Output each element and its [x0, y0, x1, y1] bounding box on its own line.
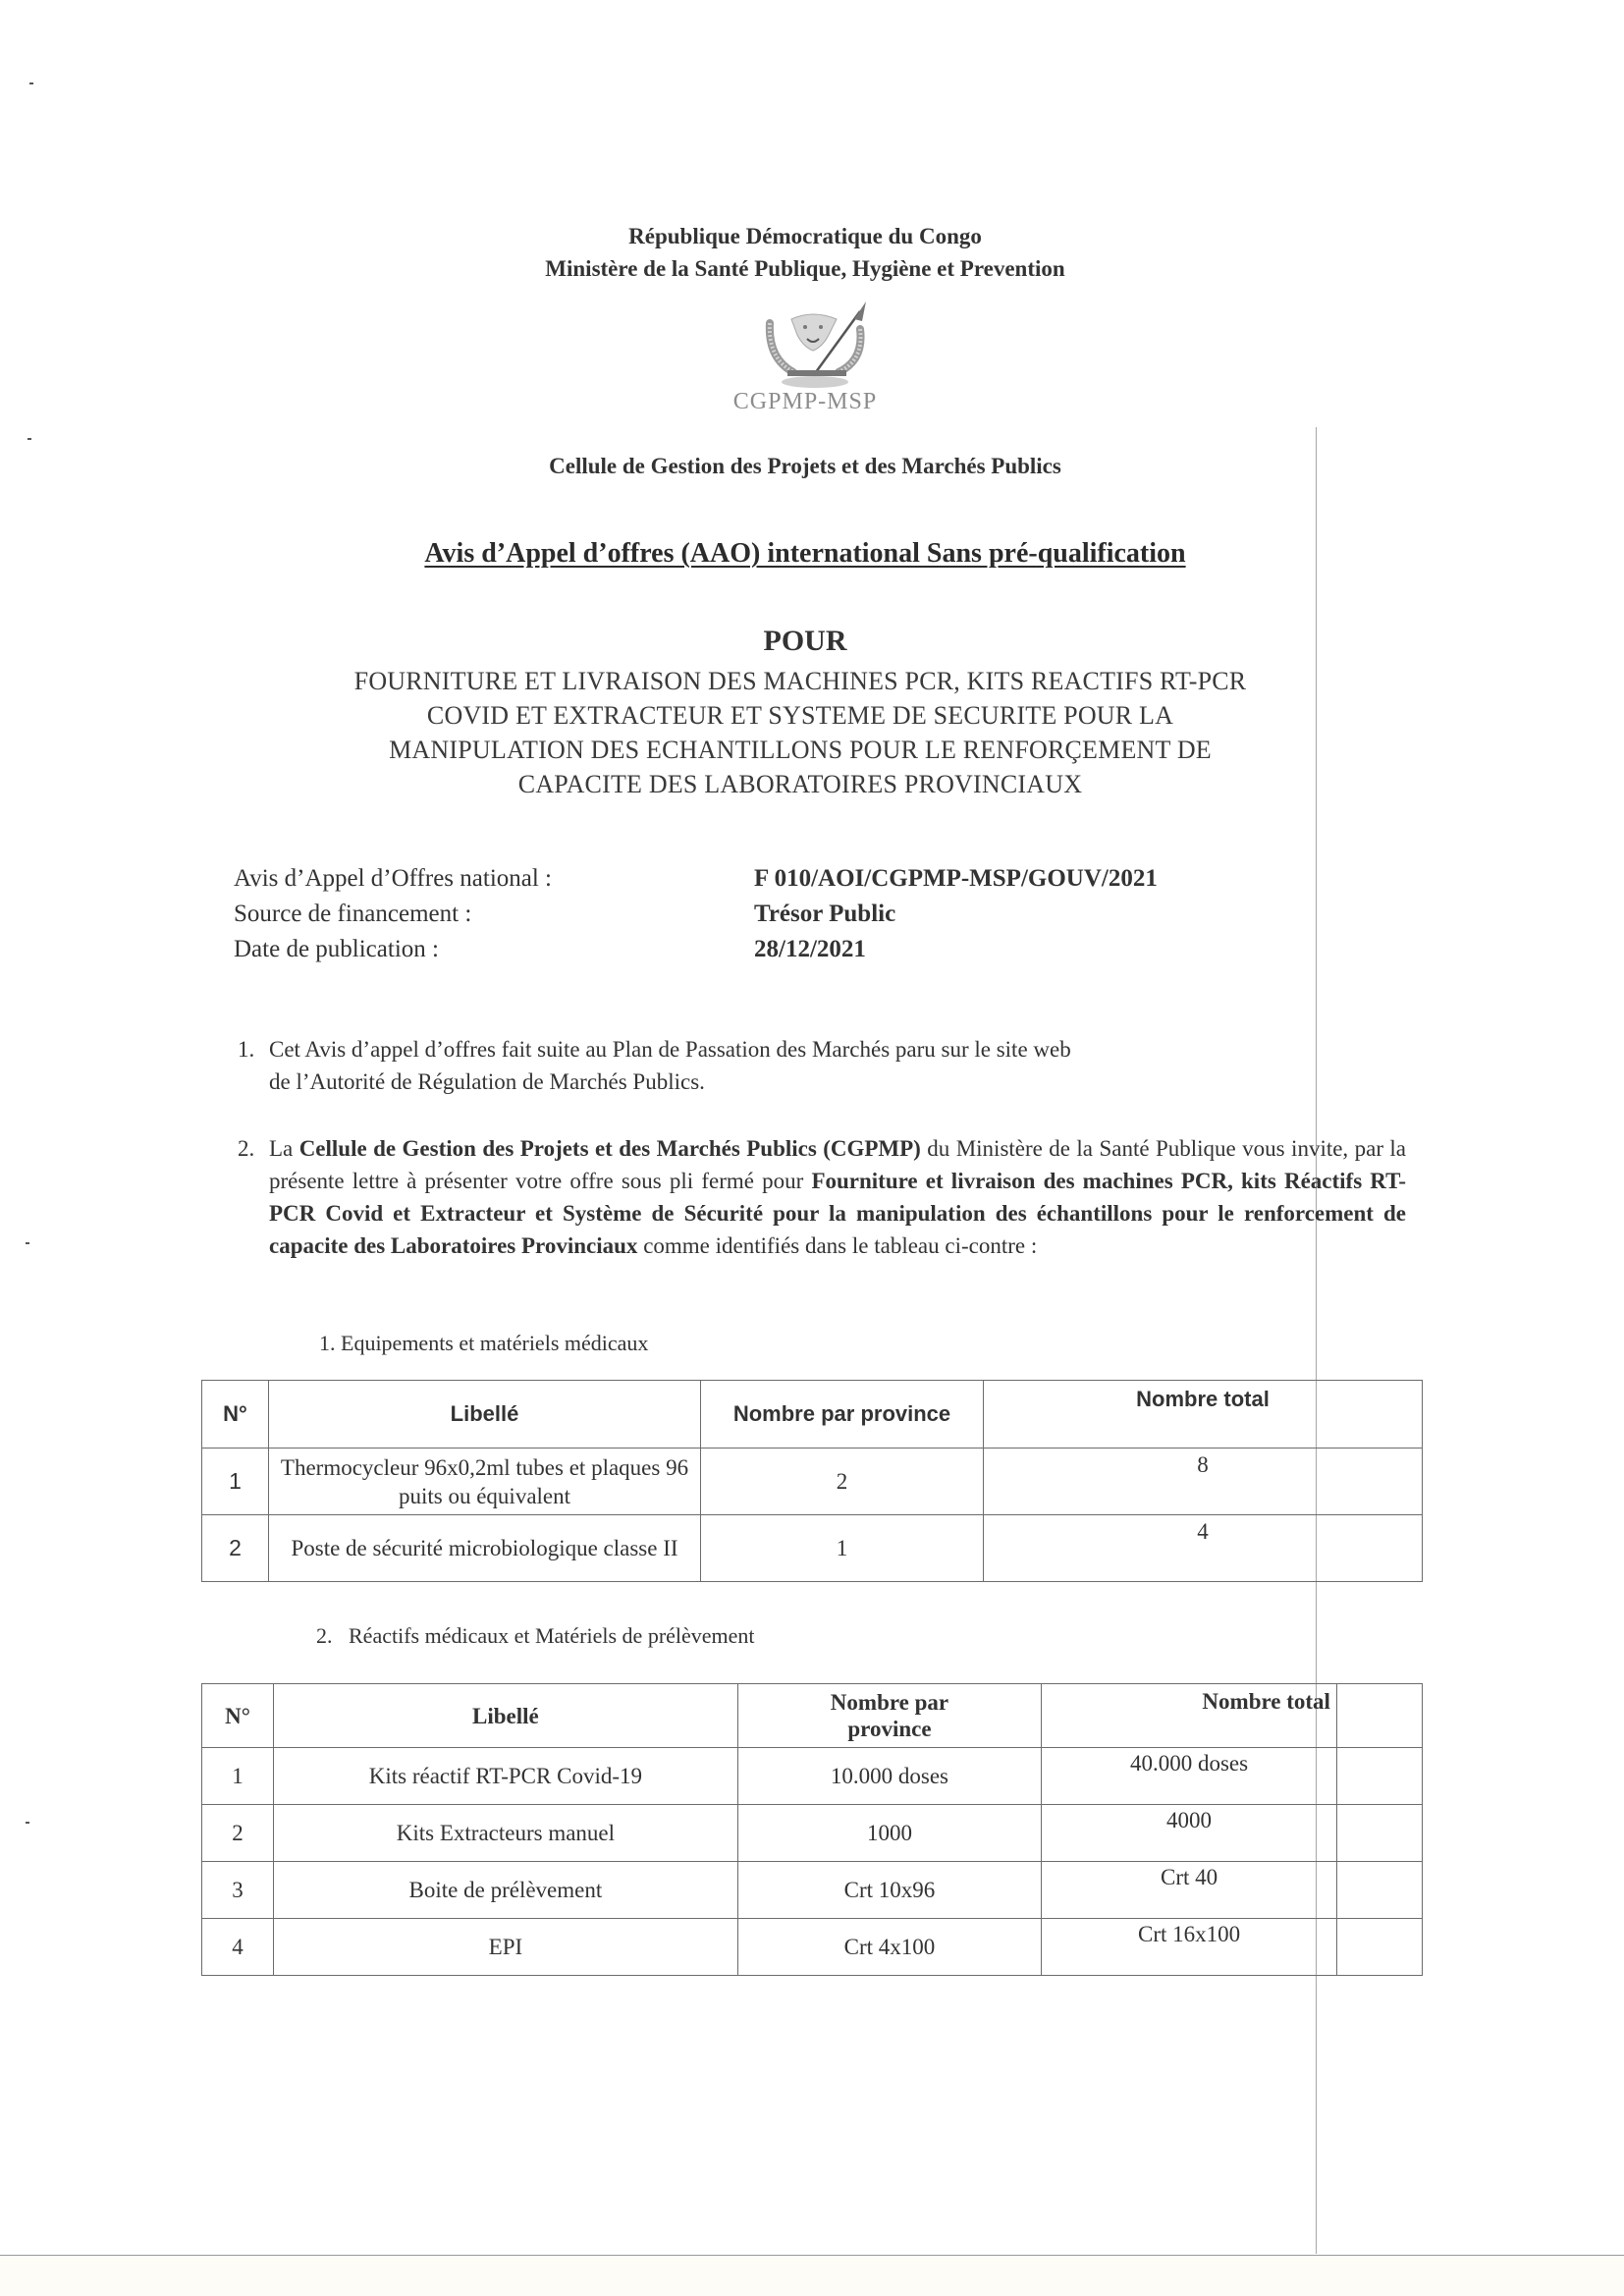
row-per-province: Crt 10x96 [737, 1862, 1041, 1919]
country-name: République Démocratique du Congo [628, 224, 982, 248]
tender-object-line: CAPACITE DES LABORATOIRES PROVINCIAUX [517, 770, 1083, 798]
table-header-row [202, 1684, 1423, 1748]
row-per-province: 1 [701, 1515, 984, 1582]
row-number: 2 [202, 1515, 269, 1582]
row-per-province: 2 [701, 1449, 984, 1515]
row-number: 4 [202, 1919, 274, 1976]
row-total: 40.000 doses [1042, 1748, 1337, 1805]
tender-reference-block [234, 861, 1158, 967]
blank-cell [1336, 1919, 1422, 1976]
paragraph-text: Cet Avis d’appel d’offres fait suite au Plan de Passation des Marchés paru sur le site web [269, 1037, 1071, 1062]
reference-row [234, 861, 1158, 897]
table2-section-title: 2. Réactifs médicaux et Matériels de prélèvement [316, 1623, 755, 1648]
equipment-table [201, 1380, 1423, 1582]
column-header-libelle: Libellé [269, 1381, 701, 1449]
row-number: 2 [202, 1805, 274, 1862]
row-libelle: Boite de prélèvement [274, 1862, 738, 1919]
row-number: 1 [202, 1449, 269, 1515]
pour-heading: POUR [763, 625, 847, 657]
paragraph-text: du Ministère de la Santé Publique vous invite, par la présente lettre à présenter votre offre sous pli fermé pour [269, 1136, 1406, 1193]
organization-acronym: CGPMP-MSP [732, 389, 878, 414]
column-header-total: Nombre total [1042, 1684, 1337, 1748]
column-header-number: N° [202, 1381, 269, 1449]
paragraph-number: 1. [238, 1037, 255, 1062]
scan-speck [27, 438, 31, 440]
cellule-name: Cellule de Gestion des Projets et des Marchés Publics [549, 454, 1061, 478]
scan-artifact-bottom-edge [0, 2255, 1624, 2256]
column-header-libelle: Libellé [274, 1684, 738, 1748]
table-row [202, 1862, 1423, 1919]
blank-column [1336, 1684, 1422, 1748]
table-row [202, 1515, 1423, 1582]
row-libelle: EPI [274, 1919, 738, 1976]
tender-object [221, 664, 1380, 801]
tender-object-line: COVID ET EXTRACTEUR ET SYSTEME DE SECURITE POUR LA [426, 701, 1174, 730]
paragraph-text: comme identifiés dans le tableau ci-contre : [637, 1233, 1038, 1258]
ministry-name: Ministère de la Santé Publique, Hygiène et Prevention [545, 256, 1065, 281]
drc-coat-of-arms-icon [744, 300, 882, 388]
row-libelle: Poste de sécurité microbiologique classe II [269, 1515, 701, 1582]
row-total: Crt 16x100 [1042, 1919, 1337, 1976]
reference-label: Avis d’Appel d’Offres national : [234, 865, 552, 892]
row-per-province: 10.000 doses [737, 1748, 1041, 1805]
row-per-province: 1000 [737, 1805, 1041, 1862]
scan-speck [26, 1822, 29, 1824]
paragraph-1 [238, 1033, 1416, 1098]
table1-section-title: 1. Equipements et matériels médicaux [319, 1331, 649, 1355]
row-libelle: Kits réactif RT-PCR Covid-19 [274, 1748, 738, 1805]
column-header-number: N° [202, 1684, 274, 1748]
reference-value: F 010/AOI/CGPMP-MSP/GOUV/2021 [754, 865, 1158, 892]
column-header-per-province: Nombre par province [737, 1684, 1041, 1748]
scan-speck [29, 82, 33, 84]
tender-object-line: MANIPULATION DES ECHANTILLONS POUR LE RENFORÇEMENT DE [389, 736, 1212, 764]
table-row [202, 1748, 1423, 1805]
blank-cell [1336, 1748, 1422, 1805]
document-title: Avis d’Appel d’offres (AAO) international Sans pré-qualification [424, 538, 1186, 569]
row-libelle: Kits Extracteurs manuel [274, 1805, 738, 1862]
paragraph-2 [238, 1132, 1406, 1262]
table-row [202, 1449, 1423, 1515]
paragraph-number: 2. [238, 1136, 255, 1161]
funding-label: Source de financement : [234, 901, 472, 927]
tender-object-bold: Fourniture et livraison des machines PCR, kits Réactifs RT-PCR Covid et Extracteur et Système de Sécurité pour la manipulation des échantillons pour le renforcement de capacite des Laboratoires Provinciaux [269, 1169, 1406, 1258]
paragraph-text: La [269, 1136, 299, 1161]
table-row [202, 1919, 1423, 1976]
blank-cell [1336, 1805, 1422, 1862]
tender-object-line: FOURNITURE ET LIVRAISON DES MACHINES PCR, KITS REACTIFS RT-PCR [353, 667, 1247, 695]
row-total: Crt 40 [1042, 1862, 1337, 1919]
publication-date-label: Date de publication : [234, 936, 439, 962]
funding-value: Trésor Public [754, 901, 896, 927]
publication-date-value: 28/12/2021 [754, 936, 866, 962]
publication-date-row [234, 932, 1158, 967]
table-row [202, 1805, 1423, 1862]
reagents-table [201, 1683, 1423, 1976]
row-number: 1 [202, 1748, 274, 1805]
funding-row [234, 897, 1158, 932]
table-header-row [202, 1381, 1423, 1449]
scan-bottom-margin [0, 2256, 1624, 2296]
column-header-per-province: Nombre par province [701, 1381, 984, 1449]
row-total: 4000 [1042, 1805, 1337, 1862]
row-total: 8 [984, 1449, 1423, 1515]
cellule-bold: Cellule de Gestion des Projets et des Marchés Publics (CGPMP) [298, 1136, 921, 1161]
row-number: 3 [202, 1862, 274, 1919]
paragraph-text: de l’Autorité de Régulation de Marchés Publics. [269, 1069, 705, 1094]
scan-speck [26, 1242, 29, 1244]
row-total: 4 [984, 1515, 1423, 1582]
row-per-province: Crt 4x100 [737, 1919, 1041, 1976]
column-header-total: Nombre total [984, 1381, 1423, 1449]
blank-cell [1336, 1862, 1422, 1919]
row-libelle: Thermocycleur 96x0,2ml tubes et plaques 96 puits ou équivalent [269, 1449, 701, 1515]
